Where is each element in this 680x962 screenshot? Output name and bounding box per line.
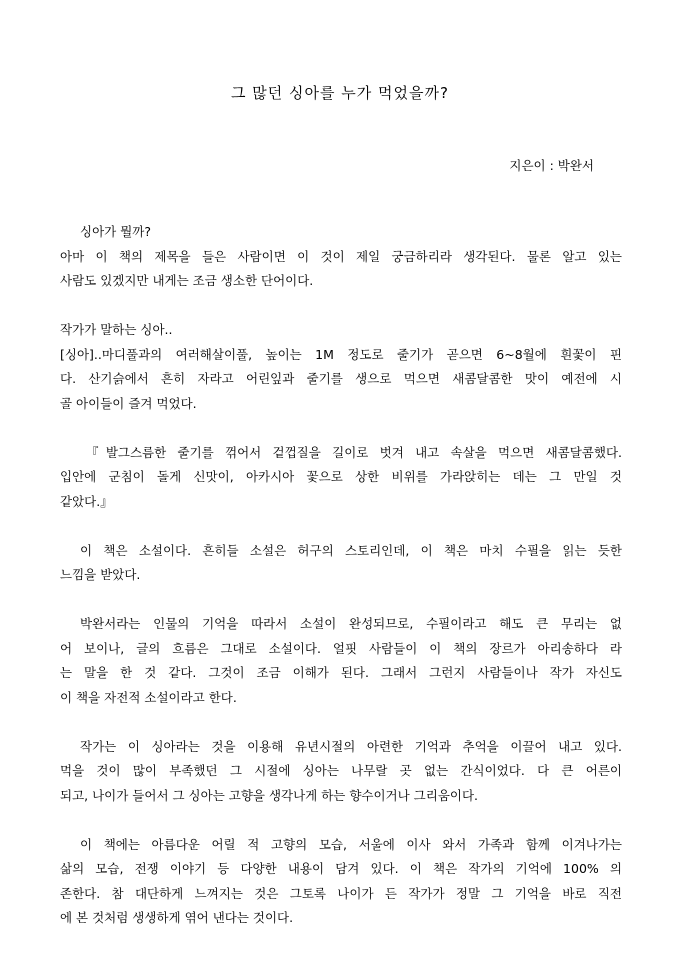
text-line: 싱아가 뭘까?	[80, 224, 151, 239]
text-line: 작가가 말하는 싱아..	[60, 322, 173, 337]
text-line: 느낌을 받았다.	[60, 567, 141, 582]
paragraph	[60, 735, 622, 809]
paragraph	[60, 220, 622, 294]
text-line: 에 본 것처럼 생생하게 엮어 낸다는 것이다.	[60, 910, 294, 925]
text-line: 이 책에는 아름다운 어릴 적 고향의 모습, 서울에 이사 와서 가족과 함께 이겨나가는	[80, 836, 622, 852]
text-line: 이 책을 자전적 소설이라고 한다.	[60, 689, 237, 705]
document-body	[60, 220, 622, 931]
paragraph	[60, 539, 622, 588]
paragraph	[60, 318, 622, 416]
text-line: 다. 산기슭에서 흔히 자라고 어린잎과 줄기를 생으로 먹으면 새콤달콤한 맛이 예전에 시	[60, 371, 622, 386]
text-line: 입안에 군침이 돌게 신맛이, 아카시아 꽃으로 상한 비위를 가라앉히는 데는 그 만일 것	[60, 469, 622, 484]
text-line: 작가는 이 싱아라는 것을 이용해 유년시절의 아련한 기억과 추억을 이끌어 내고 있다.	[80, 738, 622, 754]
text-line: 이 책은 소설이다. 흔히들 소설은 허구의 스토리인데, 이 책은 마치 수필을 읽는 듯한	[80, 542, 622, 558]
text-line: 존한다. 참 대단하게 느껴지는 것은 그토록 나이가 든 작가가 정말 그 기억을 바로 직전	[60, 885, 622, 901]
paragraph	[60, 833, 622, 931]
text-line: 되고, 나이가 들어서 그 싱아는 고향을 생각나게 하는 향수이거나 그리움이다.	[60, 787, 479, 803]
paragraph	[60, 612, 622, 710]
text-line: 먹을 것이 많이 부족했던 그 시절에 싱아는 나무랄 곳 없는 간식이었다. 다 큰 어른이	[60, 763, 622, 778]
text-line: 삶의 모습, 전쟁 이야기 등 다양한 내용이 담겨 있다. 이 책은 작가의 기억에 100% 의	[60, 861, 622, 876]
text-line: [싱아]..마디풀과의 여러해살이풀, 높이는 1M 정도로 줄기가 곧으면 6~8월에 흰꽃이 핀	[60, 346, 622, 362]
text-line: 같았다.』	[60, 493, 113, 509]
text-line: 박완서라는 인물의 기억을 따라서 소설이 완성되므로, 수필이라고 해도 큰 무리는 없	[80, 616, 622, 631]
text-line: 는 말을 한 것 같다. 그것이 조금 이해가 된다. 그래서 그런지 사람들이나 작가 자신도	[60, 665, 622, 680]
document-title: 그 많던 싱아를 누가 먹었을까?	[231, 84, 449, 102]
text-line: 골 아이들이 즐겨 먹었다.	[60, 395, 197, 411]
author-line: 지은이 : 박완서	[509, 158, 594, 173]
paragraph	[60, 441, 622, 515]
text-line: 아마 이 책의 제목을 들은 사람이면 이 것이 제일 궁금하리라 생각된다. 물론 알고 있는	[60, 248, 622, 264]
text-line: 『발그스름한 줄기를 꺾어서 겉껍질을 길이로 벗겨 내고 속살을 먹으면 새콤달콤했다.	[86, 444, 622, 460]
text-line: 어 보이나, 글의 흐름은 그대로 소설이다. 얼핏 사람들이 이 책의 장르가 아리송하다 라	[60, 640, 622, 656]
text-line: 사람도 있겠지만 내게는 조금 생소한 단어이다.	[60, 273, 314, 288]
